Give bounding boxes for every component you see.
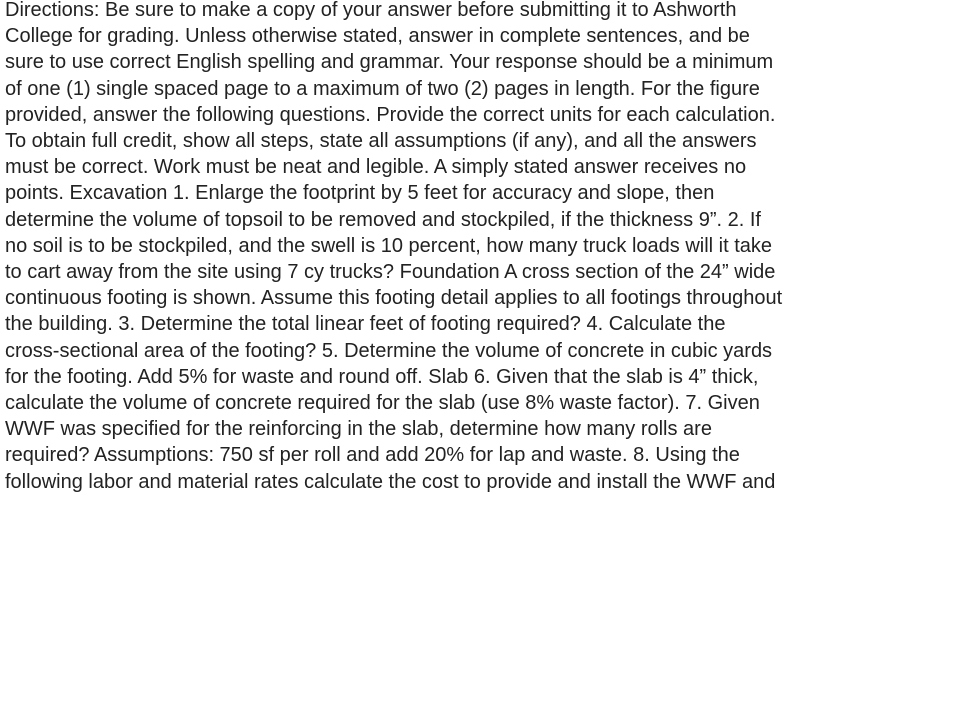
text-line: following labor and material rates calculate the cost to provide and install the WWF and [5, 470, 776, 493]
text-line: for the footing. Add 5% for waste and round off. Slab 6. Given that the slab is 4” thick, [5, 365, 759, 388]
text-line: cross-sectional area of the footing? 5. Determine the volume of concrete in cubic yards [5, 339, 773, 362]
text-line: To obtain full credit, show all steps, state all assumptions (if any), and all the answers [5, 130, 757, 153]
text-line: points. Excavation 1. Enlarge the footprint by 5 feet for accuracy and slope, then [5, 182, 715, 205]
text-line: continuous footing is shown. Assume this footing detail applies to all footings throughout [5, 287, 783, 310]
text-line: to cart away from the site using 7 cy trucks? Foundation A cross section of the 24” wide [5, 261, 776, 284]
text-line: the building. 3. Determine the total linear feet of footing required? 4. Calculate the [5, 313, 726, 336]
text-line: College for grading. Unless otherwise stated, answer in complete sentences, and be [5, 25, 750, 48]
text-line: of one (1) single spaced page to a maximum of two (2) pages in length. For the figure [5, 77, 760, 100]
text-line: no soil is to be stockpiled, and the swell is 10 percent, how many truck loads will it take [5, 234, 773, 257]
text-line: Directions: Be sure to make a copy of your answer before submitting it to Ashworth [5, 0, 737, 21]
text-line: WWF was specified for the reinforcing in the slab, determine how many rolls are [5, 418, 712, 441]
text-line: provided, answer the following questions. Provide the correct units for each calculation. [5, 103, 776, 126]
text-line: sure to use correct English spelling and grammar. Your response should be a minimum [5, 51, 774, 74]
assignment-directions [5, 0, 957, 495]
text-line: determine the volume of topsoil to be removed and stockpiled, if the thickness 9”. 2. If [5, 208, 761, 231]
text-line: required? Assumptions: 750 sf per roll and add 20% for lap and waste. 8. Using the [5, 444, 740, 467]
text-line: calculate the volume of concrete required for the slab (use 8% waste factor). 7. Given [5, 392, 760, 415]
text-line: must be correct. Work must be neat and legible. A simply stated answer receives no [5, 156, 747, 179]
